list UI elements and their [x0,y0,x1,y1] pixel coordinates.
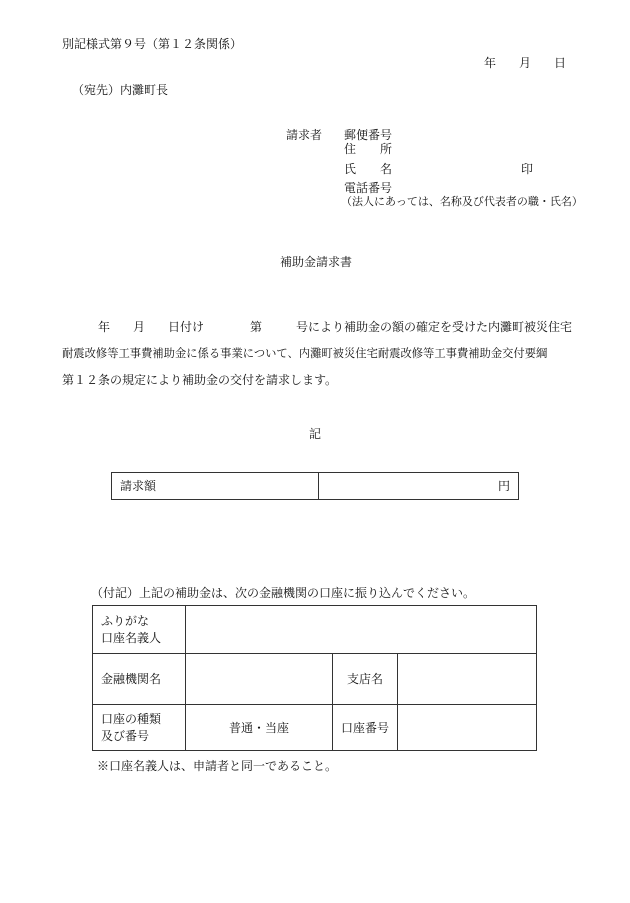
account-holder-label: 口座名義人 [101,630,162,645]
date-day: 日 [554,56,567,70]
branch-name-label: 支店名 [346,672,383,686]
seal-mark: 印 [521,162,534,176]
address-label: 住 所 [344,142,393,156]
branch-name-field[interactable] [398,654,537,705]
holder-label-cell [93,606,186,654]
claim-amount-table [111,472,519,500]
account-type-field[interactable] [186,705,333,751]
branch-label-cell [333,654,398,705]
date-month: 月 [519,56,532,70]
account-number-label: 口座番号 [340,720,389,735]
name-label: 氏 名 [344,162,393,176]
form-number: 別記様式第９号（第１２条関係） [62,37,243,51]
claim-amount-label-cell [112,473,319,500]
body-month: 月 [133,320,146,334]
body-dated: 日付け [168,320,205,334]
body-year: 年 [98,320,111,334]
furigana-label: ふりがな [101,613,150,628]
bank-name-label: 金融機関名 [101,672,162,686]
phone-label: 電話番号 [344,181,393,195]
bank-account-table [92,605,537,751]
bank-note: （付記）上記の補助金は、次の金融機関の口座に振り込んでください。 [91,586,476,600]
bank-name-label-cell [93,654,186,705]
corporate-note: （法人にあっては、名称及び代表者の職・氏名） [341,195,583,208]
account-number-label-cell [333,705,398,751]
body-line1-rest: 号により補助金の額の確定を受けた内灘町被災住宅 [296,320,573,334]
bank-name-field[interactable] [186,654,333,705]
claim-amount-value-cell[interactable] [319,473,519,500]
requester-label: 請求者 [286,128,323,142]
document-title: 補助金請求書 [280,255,353,269]
account-number-field[interactable] [398,705,537,751]
body-line2: 耐震改修等工事費補助金に係る事業について、内灘町被災住宅耐震改修等工事費補助金交付要綱 [62,347,548,360]
postal-code-label: 郵便番号 [344,128,393,142]
claim-amount-label: 請求額 [120,479,157,493]
account-type-options[interactable]: 普通・当座 [228,720,289,735]
account-holder-field[interactable] [186,606,537,654]
account-number-sublabel: 及び番号 [101,728,150,743]
yen-unit: 円 [497,479,510,493]
date-year: 年 [484,56,497,70]
body-line3: 第１２条の規定により補助金の交付を請求します。 [62,373,338,387]
account-type-label: 口座の種類 [101,711,162,726]
footnote: ※口座名義人は、申請者と同一であること。 [97,759,338,773]
body-number-prefix: 第 [250,320,263,334]
ki-heading: 記 [309,427,322,441]
addressee: （宛先）内灘町長 [72,83,169,97]
account-type-label-cell [93,705,186,751]
